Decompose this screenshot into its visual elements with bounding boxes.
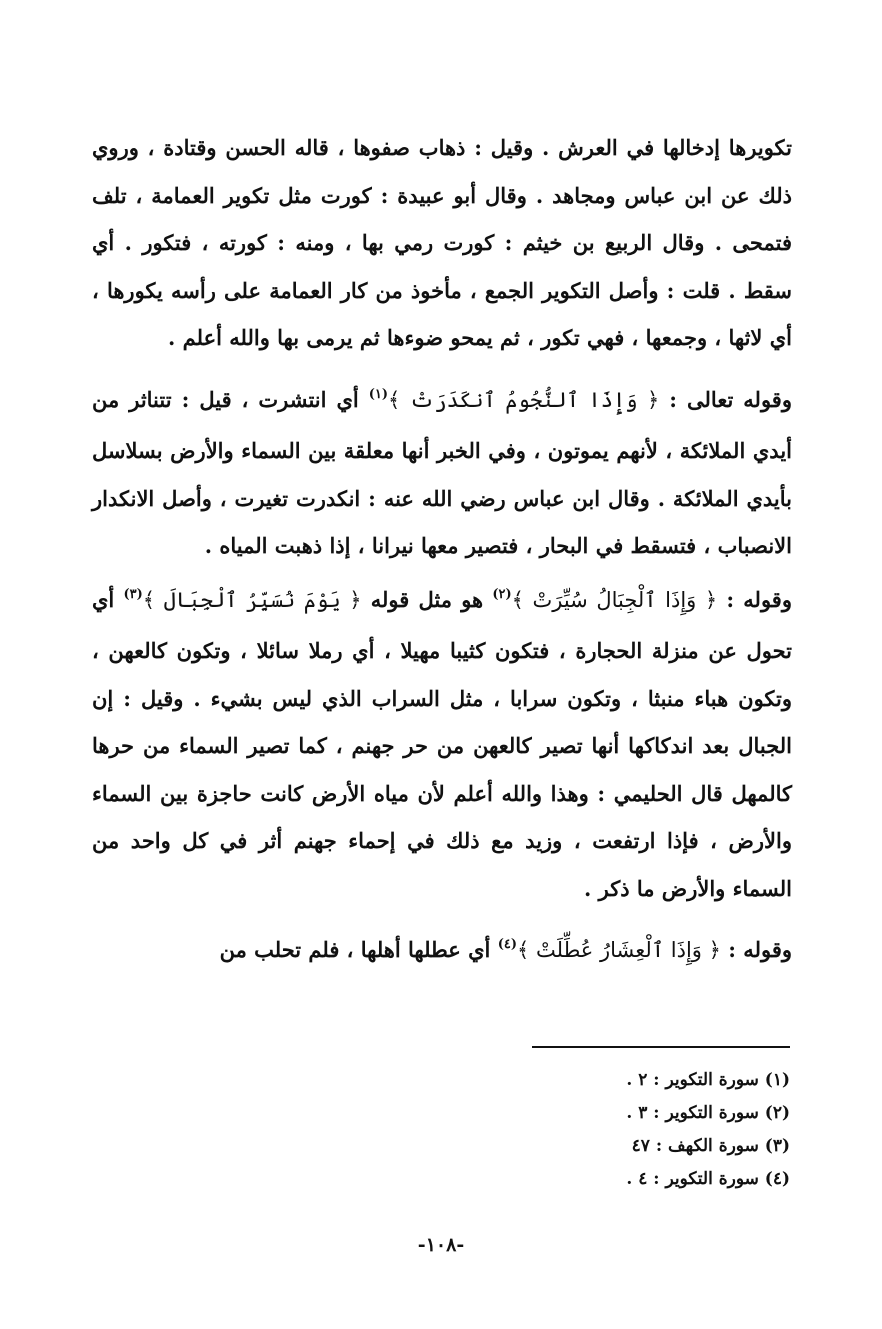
quran-verse-4: ﴿ وَإِذَا ٱلْعِشَارُ عُطِّلَتْ ﴾ [517,938,721,962]
paragraph-4-text: أي عطلها أهلها ، فلم تحلب من [219,937,498,962]
footnote-ref-3: (٣) [123,586,143,602]
paragraph-4-intro: وقوله : [720,937,792,962]
footnote-1: (١) سورة التكوير : ٢ . [626,1070,790,1090]
paragraph-2-intro: وقوله تعالى : [659,386,792,412]
paragraph-2 [92,376,792,570]
page-number: -١٠٨- [417,1234,465,1256]
footnotes [532,1064,790,1196]
main-text [92,124,792,978]
footnote-3: (٣) سورة الكهف : ٤٧ [631,1136,790,1156]
paragraph-2-text: أي انتشرت ، قيل : تتناثر من أيدي الملائكة ، لأنهم يموتون ، وفي الخبر أنها معلقة بين السماء والأرض بسلاسل بأيدي الملائكة . وقال ابن عباس رضي الله عنه : انكدرت تغيرت ، وأصل الانكدار الانصباب ، فتسقط في البحار ، فتصير معها نيرانا ، إذا ذهبت المياه . [92,386,792,558]
paragraph-3-intro: وقوله : [717,586,792,612]
paragraph-1 [92,124,792,362]
quran-verse-1: ﴿ وَإِذَا ٱلنُّجُومُ ٱنكَدَرَتْ ﴾ [388,387,660,412]
footnote-ref-4: (٤) [497,937,518,952]
footnote-ref-1: (١) [368,386,389,402]
footnote-2: (٢) سورة التكوير : ٣ . [626,1103,790,1123]
quran-verse-2: ﴿ وَإِذَا ٱلْجِبَالُ سُيِّرَتْ ﴾ [511,587,718,612]
footnote-4: (٤) سورة التكوير : ٤ . [626,1169,790,1189]
footnote-ref-2: (٢) [492,586,512,602]
quran-verse-3: ﴿ يَوْمَ نُسَيِّرُ ٱلْجِبَالَ ﴾ [142,587,362,612]
paragraph-3-text: أي تحول عن منزلة الحجارة ، فتكون كثيبا مهيلا ، أي رملا سائلا ، وتكون كالعهن ، وتكون هباء منبثا ، وتكون سرابا ، مثل السراب الذي ليس بشيء . وقيل : إن الجبال بعد اندكاكها أنها تصير كالعهن من حر جهنم ، كما تصير السماء من حرها كالمهل قال الحليمي : وهذا والله أعلم لأن مياه الأرض كانت حاجزة بين السماء والأرض ، فإذا ارتفعت ، وزيد مع ذلك في إحماء جهنم أثر في كل واحد من السماء والأرض ما ذكر . [92,586,792,901]
footnote-separator [532,1046,790,1048]
paragraph-4 [92,926,792,978]
paragraph-1-text: تكويرها إدخالها في العرش . وقيل : ذهاب صفوها ، قاله الحسن وقتادة ، وروي ذلك عن ابن عباس ومجاهد . وقال أبو عبيدة : كورت مثل تكوير العمامة ، تلف فتمحى . وقال الربيع بن خيثم : كورت رمي بها ، ومنه : كورته ، فتكور . أي سقط . قلت : وأصل التكوير الجمع ، مأخوذ من كار العمامة على رأسه يكورها ، أي لاثها ، وجمعها ، فهي تكور ، ثم يمحو ضوءها ثم يرمى بها والله أعلم . [92,135,792,350]
paragraph-3-mid: هو مثل قوله [361,586,493,612]
paragraph-3 [92,576,792,913]
